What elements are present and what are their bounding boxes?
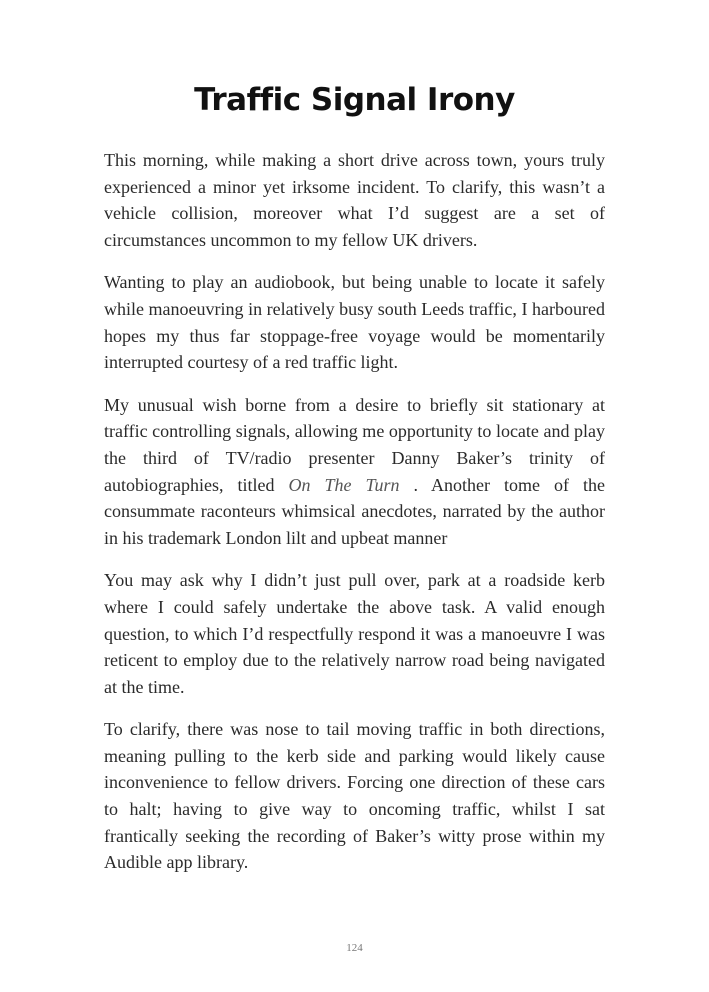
paragraph-2: Wanting to play an audiobook, but being unable to locate it safely while manoeuvring in relatively busy south Leeds traffic, I harboured hopes my thus far stoppage-free voyage would be momentarily interrupted courtesy of a red traffic light. — [104, 272, 605, 373]
body-text — [104, 147, 605, 892]
paragraph-5: To clarify, there was nose to tail moving traffic in both directions, meaning pulling to the kerb side and parking would likely cause inconvenience to fellow drivers. Forcing one direction of these cars to halt; having to give way to oncoming traffic, whilst I sat frantically seeking the recording of Baker’s witty prose within my Audible app library. — [104, 719, 605, 873]
chapter-title: Traffic Signal Irony — [194, 82, 515, 118]
paragraph-1: This morning, while making a short drive across town, yours truly experienced a minor yet irksome incident. To clarify, this wasn’t a vehicle collision, moreover what I’d suggest are a set of circumstances uncommon to my fellow UK drivers. — [104, 150, 605, 250]
book-title-italic: On The Turn — [288, 474, 400, 495]
paragraph-3 — [104, 392, 605, 552]
paragraph-4: You may ask why I didn’t just pull over, park at a roadside kerb where I could safely undertake the above task. A valid enough question, to which I’d respectfully respond it was a manoeuvre I was reticent to employ due to the relatively narrow road being navigated at the time. — [104, 570, 605, 697]
paragraph-3-text-after: . Another tome of the consummate raconteurs whimsical anecdotes, narrated by the author in his trademark London lilt and upbeat manner — [104, 474, 605, 548]
page-number: 124 — [346, 942, 363, 954]
paragraph-3-text-before: My unusual wish borne from a desire to briefly sit stationary at traffic controlling signals, allowing me opportunity to locate and play the third of TV/radio presenter Danny Baker’s trinity of autobiographies, titled — [104, 394, 605, 495]
